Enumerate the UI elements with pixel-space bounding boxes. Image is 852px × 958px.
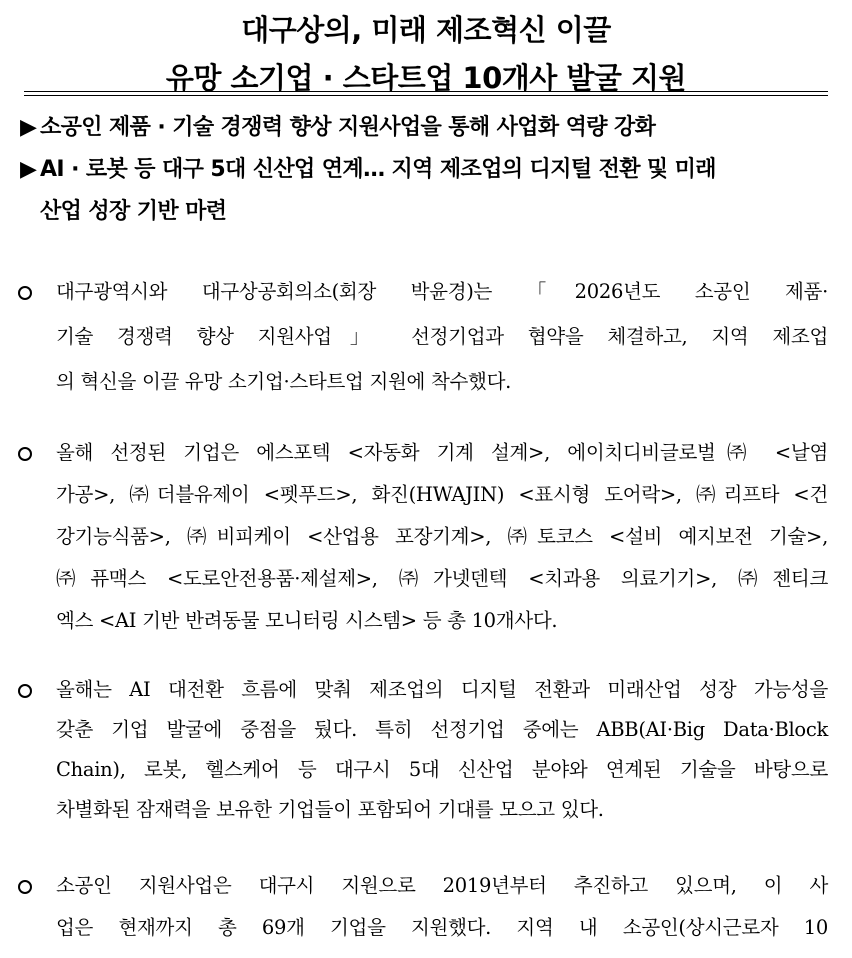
- paragraph-line: 올해 선정된 기업은 에스포텍 <자동화 기계 설계>, 에이치디비글로벌㈜ <날염: [56, 441, 828, 464]
- paragraph-line: 엑스 <AI 기반 반려동물 모니터링 시스템> 등 총 10개사다.: [56, 609, 558, 632]
- headline-line-2: 유망 소기업 · 스타트업 10개사 발굴 지원: [165, 61, 687, 95]
- circle-bullet-icon: [18, 286, 32, 300]
- subheadline-2-continued: 산업 성장 기반 마련: [40, 199, 227, 224]
- subheadline-1-text: 소공인 제품 · 기술 경쟁력 향상 지원사업을 통해 사업화 역량 강화: [40, 115, 656, 140]
- subheadline-2: [20, 152, 835, 183]
- headline-line-1: 대구상의, 미래 제조혁신 이끌: [241, 13, 611, 47]
- circle-bullet-icon: [18, 447, 32, 461]
- circle-bullet-icon: [18, 684, 32, 698]
- subheadline-2-text: AI · 로봇 등 대구 5대 신산업 연계… 지역 제조업의 디지털 전환 및 미래: [40, 157, 716, 182]
- paragraph-line: 기술 경쟁력 향상 지원사업」 선정기업과 협약을 체결하고, 지역 제조업: [56, 325, 828, 348]
- paragraph-line: 강기능식품>, ㈜비피케이 <산업용 포장기계>, ㈜토코스 <설비 예지보전 기술>,: [56, 525, 828, 548]
- triangle-bullet-icon: ▶: [20, 115, 37, 140]
- paragraph-line: Chain), 로봇, 헬스케어 등 대구시 5대 신산업 분야와 연계된 기술을 바탕으로: [56, 758, 828, 781]
- triangle-bullet-icon: ▶: [20, 157, 37, 182]
- paragraph-line: 차별화된 잠재력을 보유한 기업들이 포함되어 기대를 모으고 있다.: [56, 798, 604, 821]
- paragraph-line: 의 혁신을 이끌 유망 소기업·스타트업 지원에 착수했다.: [56, 370, 512, 393]
- headline-rule-bottom: [24, 95, 828, 96]
- paragraph-line: ㈜퓨맥스 <도로안전용품·제설제>, ㈜가넷덴텍 <치과용 의료기기>, ㈜젠티크: [56, 567, 828, 590]
- paragraph-line: 대구광역시와 대구상공회의소(회장 박윤경)는 「2026년도 소공인 제품·: [56, 280, 828, 303]
- paragraph-line: 업은 현재까지 총 69개 기업을 지원했다. 지역 내 소공인(상시근로자 10: [56, 916, 828, 939]
- headline-rule-top: [24, 91, 828, 92]
- circle-bullet-icon: [18, 880, 32, 894]
- paragraph-line: 올해는 AI 대전환 흐름에 맞춰 제조업의 디지털 전환과 미래산업 성장 가능성을: [56, 678, 828, 701]
- paragraph-line: 가공>, ㈜더블유제이 <펫푸드>, 화진(HWAJIN) <표시형 도어락>, ㈜리프타 <건: [56, 483, 828, 506]
- paragraph-line: 소공인 지원사업은 대구시 지원으로 2019년부터 추진하고 있으며, 이 사: [56, 874, 828, 897]
- subheadline-1: [20, 110, 835, 141]
- paragraph-line: 갖춘 기업 발굴에 중점을 뒀다. 특히 선정기업 중에는 ABB(AI·Big Data·Block: [56, 718, 828, 741]
